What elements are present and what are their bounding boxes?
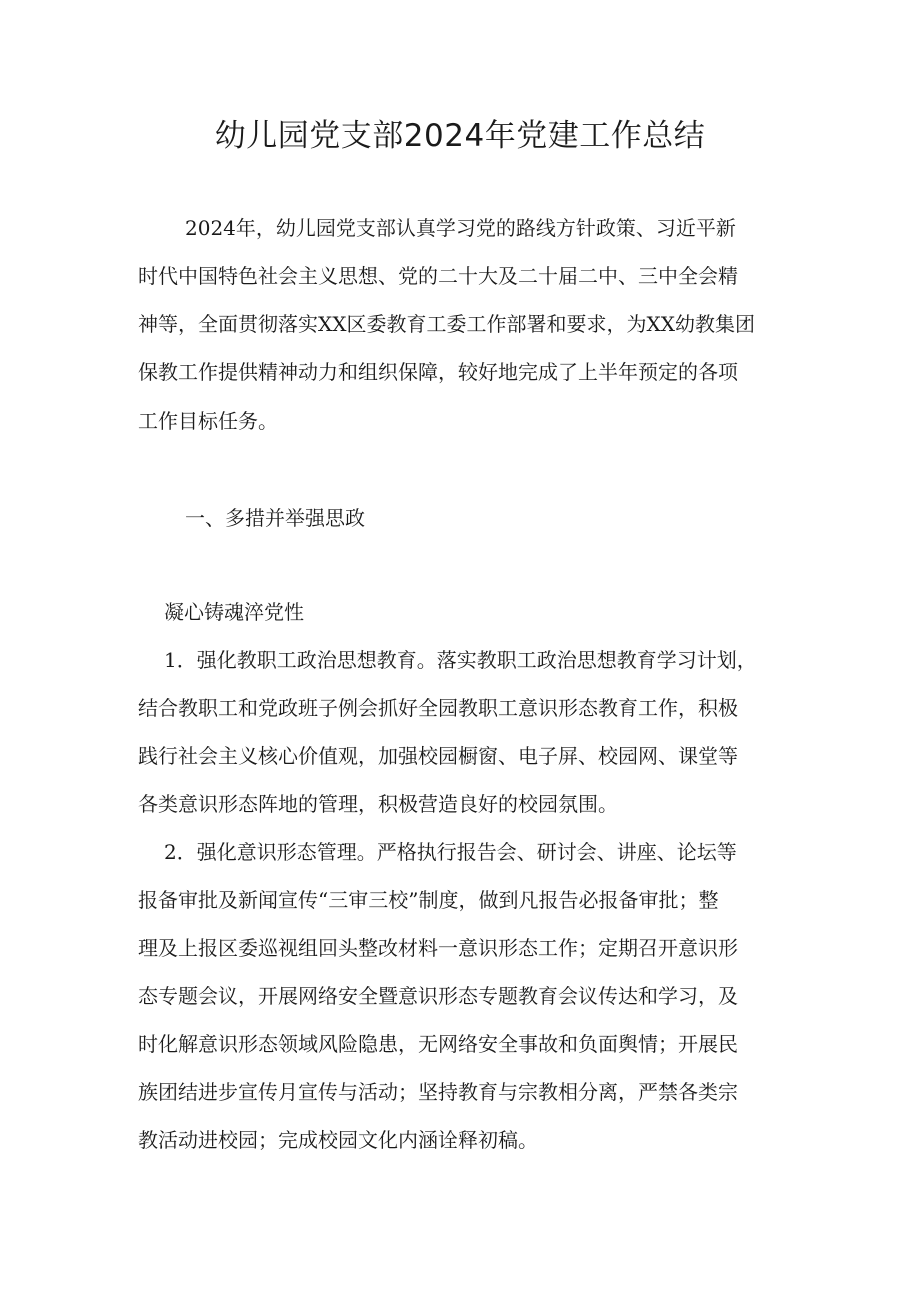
item2-line-5: 时化解意识形态领域风险隐患，无网络安全事故和负面舆情；开展民 <box>138 1032 738 1056</box>
intro-line-3: 神等，全面贯彻落实XX区委教育工委工作部署和要求，为XX幼教集团 <box>138 312 755 336</box>
item2-line-4: 态专题会议，开展网络安全暨意识形态专题教育会议传达和学习，及 <box>138 984 738 1008</box>
section-heading: 一、多措并举强思政 <box>185 506 365 530</box>
item2-line-7: 教活动进校园；完成校园文化内涵诠释初稿。 <box>138 1128 538 1152</box>
item1-line-3: 践行社会主义核心价值观，加强校园橱窗、电子屏、校园网、课堂等 <box>138 744 738 768</box>
item2-line-6: 族团结进步宣传月宣传与活动；坚持教育与宗教相分离，严禁各类宗 <box>138 1080 738 1104</box>
intro-line-4: 保教工作提供精神动力和组织保障，较好地完成了上半年预定的各项 <box>138 360 738 384</box>
item1-line-1: 1．强化教职工政治思想教育。落实教职工政治思想教育学习计划， <box>164 648 757 672</box>
intro-line-1: 2024年，幼儿园党支部认真学习党的路线方针政策、习近平新 <box>185 216 736 240</box>
item1-line-2: 结合教职工和党政班子例会抓好全园教职工意识形态教育工作，积极 <box>138 696 738 720</box>
intro-line-5: 工作目标任务。 <box>138 409 278 433</box>
intro-line-2: 时代中国特色社会主义思想、党的二十大及二十届二中、三中全会精 <box>138 264 738 288</box>
document-title: 幼儿园党支部2024年党建工作总结 <box>214 118 706 154</box>
item1-line-4: 各类意识形态阵地的管理，积极营造良好的校园氛围。 <box>138 792 618 816</box>
subheading: 凝心铸魂淬党性 <box>164 600 304 624</box>
item2-line-3: 理及上报区委巡视组回头整改材料一意识形态工作；定期召开意识形 <box>138 936 738 960</box>
item2-line-2: 报备审批及新闻宣传“三审三校”制度，做到凡报告必报备审批；整 <box>138 888 719 912</box>
item2-line-1: 2．强化意识形态管理。严格执行报告会、研讨会、讲座、论坛等 <box>164 840 737 864</box>
